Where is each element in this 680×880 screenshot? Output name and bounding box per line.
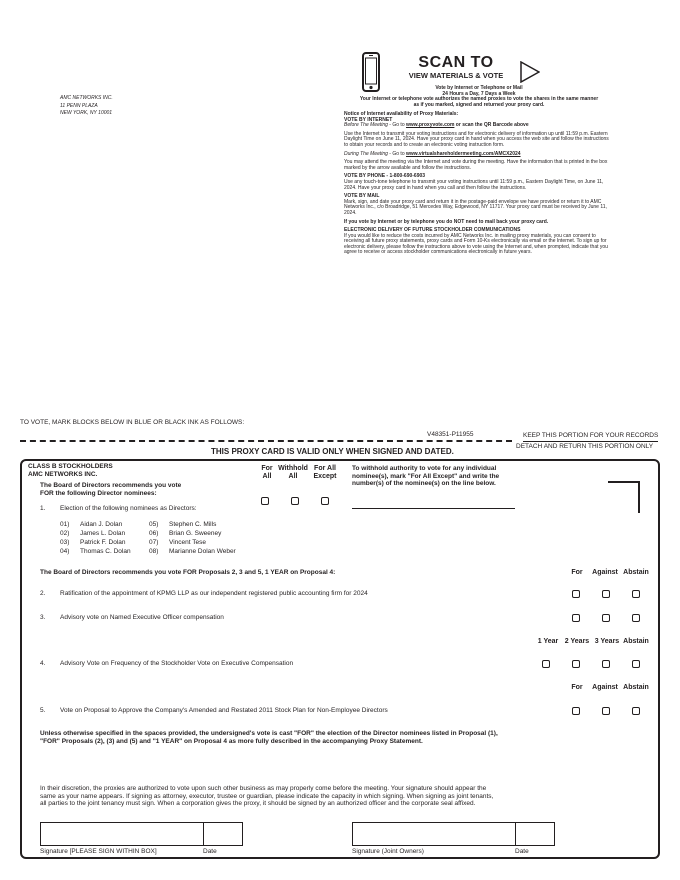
arrow-play-icon (520, 61, 540, 88)
proposal-4-abstain[interactable] (632, 660, 640, 668)
scan-subtitle: VIEW MATERIALS & VOTE (408, 71, 504, 80)
instructions-body (344, 112, 614, 256)
default-vote-note: Unless otherwise specified in the spaces provided, the undersigned's vote is cast "FOR" the election of the Director nominees listed in Proposal (1), "FOR" Proposals (2), (3) and (5) and "1 YEAR" on Proposal 4 as more fully described in the accompanying Proxy Statement. (40, 730, 498, 745)
nominees-right (149, 521, 236, 557)
notice-title: Notice of Internet availability of Proxy Materials: (344, 111, 459, 117)
phone-body: Use any touch-tone telephone to transmit your voting instructions until 11:59 p.m., Eastern Daylight Time, on June 11, 2024. Have your proxy card in hand when you call and then follow the instructions. (344, 178, 604, 191)
before-meeting-tail: or scan the QR Barcode above (454, 122, 529, 129)
proposal-5-against[interactable] (602, 707, 610, 715)
vote-hours: 24 Hours a Day, 7 Days a Week (442, 90, 516, 97)
signature-label: Signature [PLEASE SIGN WITHIN BOX] (40, 848, 157, 855)
valid-note: THIS PROXY CARD IS VALID ONLY WHEN SIGNED AND DATED. (211, 447, 454, 456)
header-1-year: 1 Year (537, 638, 559, 645)
proposal-2-abstain[interactable] (632, 590, 640, 598)
internet-body: Use the Internet to transmit your voting instructions and for electronic delivery of information up until 11:59 p.m. Eastern Daylight Time on June 11, 2024. Have your proxy card in hand when you access the web site and follow the instructions to obtain your records and to create an electronic voting instruction form. (344, 130, 609, 148)
proposal-4-1-year[interactable] (542, 660, 550, 668)
during-meeting-text: - Go to (387, 150, 406, 157)
virtual-meeting-link[interactable]: www.virtualshareholdermeeting.com/AMCX2024 (405, 150, 521, 157)
proposal-3-against[interactable] (602, 614, 610, 622)
before-meeting-text: - Go to (387, 122, 406, 129)
proposal-4-text: Advisory Vote on Frequency of the Stockholder Vote on Executive Compensation (60, 660, 294, 667)
nominee: 08) Marianne Dolan Weber (149, 548, 236, 555)
header-for: For (571, 569, 583, 576)
nominee: 03) Patrick F. Dolan (60, 539, 126, 546)
discretion-note: In their discretion, the proxies are authorized to vote upon such other business as may properly come before the meeting. Your signature should appear the same as your name appears. If signing as attorney, executor, trustee or guardian, please indicate the capacity in which signing. When signing as joint tenants, all parties to the joint tenancy must sign. When a corporation gives the proxy, it should be signed by an authorized officer and the corporate seal affixed. (40, 785, 494, 807)
header-abstain-2: Abstain (623, 684, 649, 691)
header-2-years: 2 Years (564, 638, 590, 645)
address-street: 11 PENN PLAZA (60, 102, 98, 109)
header-for-all: For All (261, 465, 273, 480)
proposal-4-2-years[interactable] (572, 660, 580, 668)
company-address (60, 96, 113, 117)
proposal-3-abstain[interactable] (632, 614, 640, 622)
withhold-instruction: To withhold authority to vote for any individual nominee(s), mark "For All Except" and write the number(s) of the nominee(s) on the line below. (352, 465, 500, 487)
proposal-2-num: 2. (40, 590, 46, 597)
mail-title: VOTE BY MAIL (344, 193, 380, 200)
checkbox-withhold-all[interactable] (291, 497, 299, 505)
date-label: Date (203, 848, 217, 855)
mail-body: Mark, sign, and date your proxy card and return it in the postage-paid envelope we have provided or return it to AMC Networks Inc., c/o Broadridge, 51 Mercedes Way, Edgewood, NY 11717. Your proxy card must be received by June 11, 2024. (344, 198, 607, 216)
nominee: 01) Aidan J. Dolan (60, 521, 123, 528)
during-meeting-label: During The Meeting (344, 150, 388, 157)
scan-title: SCAN TO (418, 54, 494, 71)
before-meeting-line (344, 123, 614, 129)
header-withhold-all: Withhold All (278, 465, 308, 480)
election-num: 1. (40, 505, 46, 512)
vote-methods: Vote by Internet or Telephone or Mail (435, 85, 523, 91)
header-3-years: 3 Years (594, 638, 620, 645)
proposal-2-text: Ratification of the appointment of KPMG LLP as our independent registered public accounting firm for 2024 (60, 590, 368, 597)
joint-signature-label: Signature (Joint Owners) (352, 848, 424, 855)
corner-mark (608, 481, 640, 513)
header-for-2: For (571, 684, 583, 691)
proposal-2-against[interactable] (602, 590, 610, 598)
vote-methods-header (344, 86, 614, 108)
signature-box[interactable] (40, 822, 243, 846)
nominee: 06) Brian G. Sweeney (149, 530, 222, 537)
header-for-all-except: For All Except (313, 465, 337, 480)
nominee: 05) Stephen C. Mills (149, 521, 217, 528)
nominees-left (60, 521, 131, 557)
control-code: V48351-P11955 (427, 431, 474, 438)
address-city: NEW YORK, NY 10001 (60, 110, 113, 117)
proposal-4-3-years[interactable] (602, 660, 610, 668)
electronic-body: If you would like to reduce the costs incurred by AMC Networks Inc. in mailing proxy materials, you can consent to receiving all future proxy statements, proxy cards and Form 10-Ks electronically via email or the Internet. To sign up for electronic delivery, please follow the instructions above to vote using the Internet and, when prompted, indicate that you agree to receive or access stockholder communications electronically in future years. (344, 232, 608, 256)
joint-signature-box[interactable] (352, 822, 555, 846)
nominee: 04) Thomas C. Dolan (60, 548, 131, 555)
authorize-line1: Your Internet or telephone vote authorizes the named proxies to vote the shares in the same manner (359, 96, 599, 103)
before-meeting-label: Before The Meeting (344, 122, 388, 129)
proposal-3-for[interactable] (572, 614, 580, 622)
detach-line (20, 440, 512, 442)
board-rec-line1: The Board of Directors recommends you vote (40, 482, 182, 489)
card-header (28, 463, 113, 478)
proposal-5-text: Vote on Proposal to Approve the Company's Amended and Restated 2011 Stock Plan for Non-Employee Directors (60, 707, 388, 714)
proposal-3-text: Advisory vote on Named Executive Officer compensation (60, 614, 224, 621)
internet-title: VOTE BY INTERNET (344, 116, 393, 123)
card-company: AMC NETWORKS INC. (28, 470, 98, 478)
election-text: Election of the following nominees as Directors: (60, 505, 197, 512)
header-against: Against (592, 569, 618, 576)
board-rec-line2: FOR the following Director nominees: (40, 489, 157, 497)
keep-portion: KEEP THIS PORTION FOR YOUR RECORDS (523, 432, 658, 442)
except-write-line[interactable] (352, 508, 515, 509)
header-against-2: Against (592, 684, 618, 691)
checkbox-for-all-except[interactable] (321, 497, 329, 505)
checkbox-for-all[interactable] (261, 497, 269, 505)
proxyvote-link[interactable]: www.proxyvote.com (405, 122, 455, 129)
proposal-2-for[interactable] (572, 590, 580, 598)
board-rec-directors (40, 482, 181, 497)
proposal-5-for[interactable] (572, 707, 580, 715)
proposal-5-abstain[interactable] (632, 707, 640, 715)
class-label: CLASS B STOCKHOLDERS (28, 463, 113, 470)
nominee: 07) Vincent Tese (149, 539, 206, 546)
attend-text: You may attend the meeting via the Internet and vote during the meeting. Have the information that is printed in the box marked by the arrow available and follow the instructions. (344, 159, 608, 171)
board-rec-proposals: The Board of Directors recommends you vote FOR Proposals 2, 3 and 5, 1 YEAR on Proposal 4: (40, 569, 336, 576)
nominee: 02) James L. Dolan (60, 530, 126, 537)
mark-instruction: TO VOTE, MARK BLOCKS BELOW IN BLUE OR BLACK INK AS FOLLOWS: (20, 419, 245, 426)
authorize-line2: as if you marked, signed and returned your proxy card. (413, 101, 545, 108)
scan-heading (394, 55, 518, 80)
header-freq-abstain: Abstain (623, 638, 649, 645)
phone-title: VOTE BY PHONE - 1-800-690-6903 (344, 173, 426, 180)
address-name: AMC NETWORKS INC. (60, 95, 113, 101)
proposal-3-num: 3. (40, 614, 46, 621)
electronic-title: ELECTRONIC DELIVERY OF FUTURE STOCKHOLDER COMMUNICATIONS (344, 227, 521, 234)
header-abstain: Abstain (623, 569, 649, 576)
no-mail-note: If you vote by Internet or by telephone you do NOT need to mail back your proxy card. (344, 218, 549, 225)
proposal-4-num: 4. (40, 660, 46, 667)
joint-date-label: Date (515, 848, 529, 855)
proposal-5-num: 5. (40, 707, 46, 714)
detach-portion: DETACH AND RETURN THIS PORTION ONLY (516, 443, 654, 450)
during-meeting-line (344, 152, 614, 158)
